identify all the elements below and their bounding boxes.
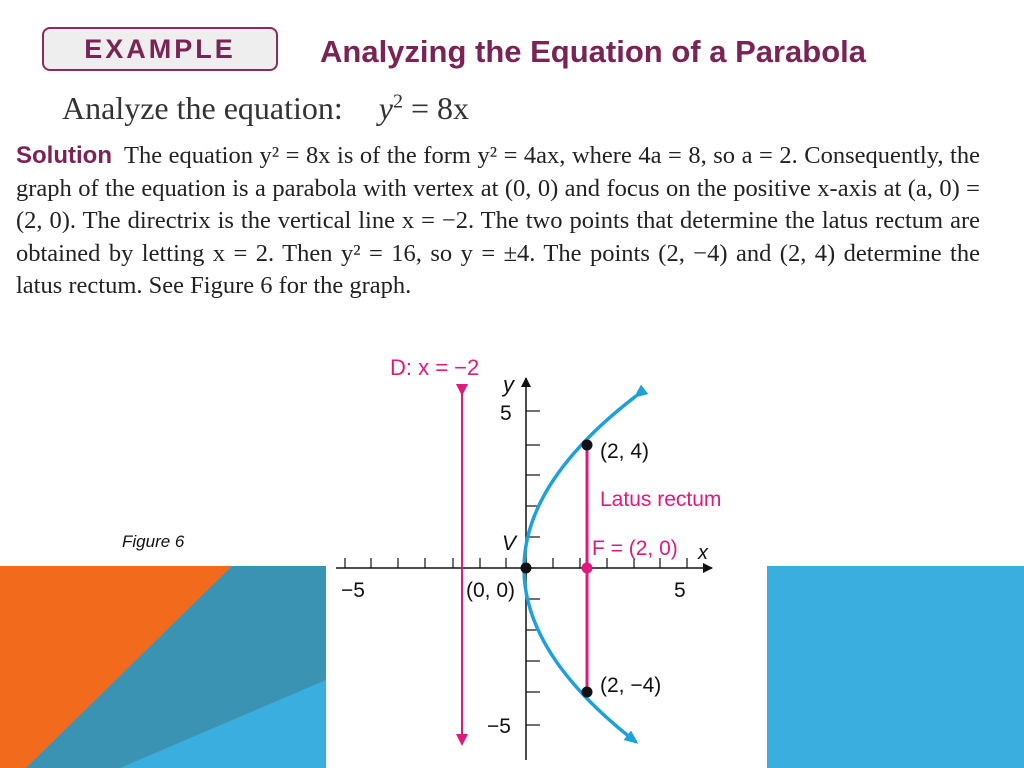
latus-rectum-label: Latus rectum <box>600 488 722 511</box>
focus-point <box>582 563 593 574</box>
y-tick-label-pos: 5 <box>500 402 512 425</box>
lower-point <box>582 687 593 698</box>
directrix-label: D: x = −2 <box>390 355 480 380</box>
prompt-equation: $y^2 = 8x$ <box>378 90 470 126</box>
y-tick-label-neg: −5 <box>487 715 511 738</box>
prompt-lead: Analyze the equation: <box>62 90 343 126</box>
focus-label: F = (2, 0) <box>592 537 678 560</box>
figure-caption: Figure 6 <box>122 532 185 551</box>
lower-point-label: (2, −4) <box>600 674 662 697</box>
vertex-point <box>521 563 532 574</box>
example-tag: EXAMPLE <box>42 27 278 71</box>
y-axis-label: y <box>503 372 514 397</box>
x-tick-label-neg: −5 <box>341 579 365 602</box>
x-tick-label-pos: 5 <box>674 579 686 602</box>
vertex-letter: V <box>502 532 517 555</box>
x-axis-label: x <box>698 542 708 564</box>
upper-point <box>582 440 593 451</box>
vertex-label: (0, 0) <box>466 579 516 602</box>
upper-point-label: (2, 4) <box>600 440 650 463</box>
solution-text: The equation y² = 8x is of the form y² = 4ax, where 4a = 8, so a = 2. Consequently, the graph of the equation is a parabola with vertex at (0, 0) and focus on the positive x-axis at (a, 0) = (2, 0). The directrix is the vertical line x = −2. The two points that determine the latus rectum are obtained by letting x = 2. Then y² = 16, so y = ±4. The points (2, −4) and (2, 4) determine the latus rectum. See Figure 6 for the graph. <box>16 142 980 300</box>
page-title: Analyzing the Equation of a Parabola <box>320 34 867 69</box>
solution-label: Solution <box>16 142 112 169</box>
